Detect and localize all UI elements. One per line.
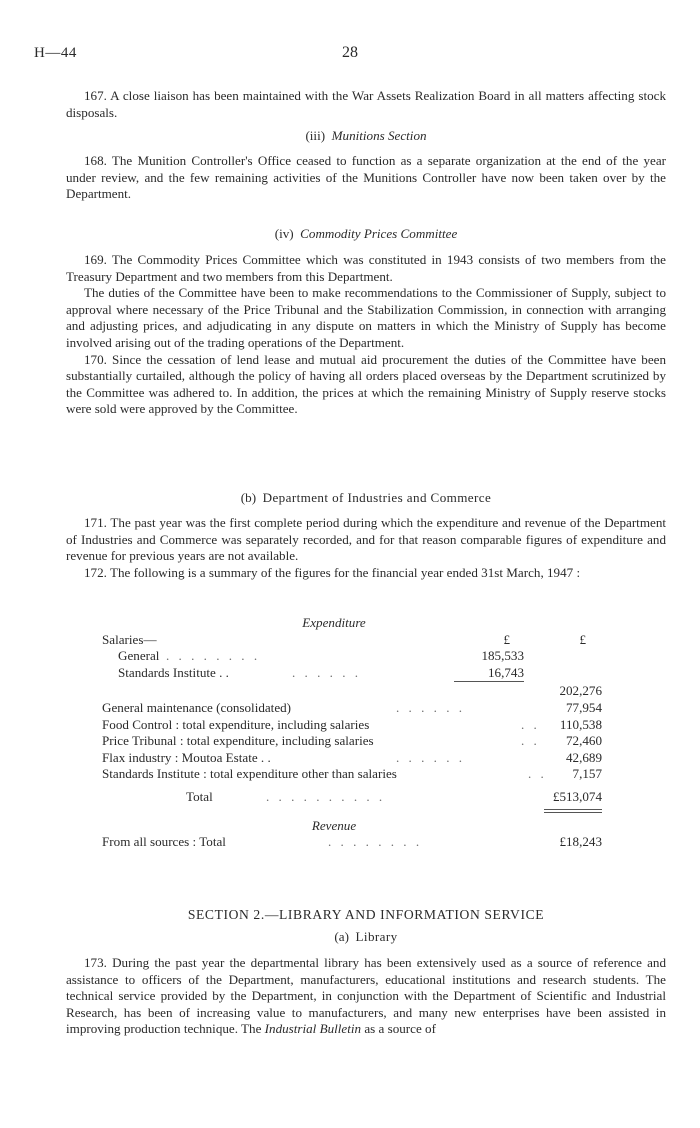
line-label: Standards Institute : total expenditure other than salaries (102, 766, 397, 782)
paragraph-167-block (66, 88, 666, 121)
line-leader: . . . . . . (396, 699, 466, 715)
table-row (66, 766, 602, 783)
munitions-heading-number: (iii) (305, 128, 326, 143)
table-row-salaries-total (66, 683, 602, 700)
paragraph-170: 170. Since the cessation of lend lease and mutual aid procurement the duties of the Committee have been substantially curtailed, although the policy of having all orders placed overseas by the Department scrutinized by the Committee was adhered to. In addition, the prices at which the remaining Ministry of Supply reserve stocks were sold were approved by the Committee. (66, 351, 666, 417)
general-label: General (118, 648, 160, 664)
paragraph-173-end: as a source of (361, 1021, 436, 1037)
general-value: 185,533 (481, 648, 524, 664)
munitions-heading (66, 128, 666, 145)
library-heading-title: Library (355, 929, 398, 944)
document-reference: H—44 (34, 45, 77, 61)
currency-column-1: £ (503, 631, 510, 647)
industries-heading (66, 490, 666, 507)
industries-heading-number: (b) (240, 490, 257, 505)
commodity-heading-title: Commodity Prices Committee (300, 226, 458, 241)
library-heading-number: (a) (334, 929, 349, 944)
line-leader: . . (521, 716, 540, 732)
table-row-general (66, 648, 602, 665)
table-row-total (66, 789, 602, 806)
line-label: General maintenance (consolidated) (102, 699, 292, 715)
revenue-leader: . . . . . . . . (328, 834, 423, 850)
page-header (34, 45, 666, 65)
section-2-title: SECTION 2.—LIBRARY AND INFORMATION SERVICE (187, 907, 545, 922)
paragraph-171: 171. The past year was the first complete period during which the expenditure and revenue of the Department of Industries and Commerce was separately recorded, and for that reason comparable figures of expenditure and revenue for previous years are not available. (66, 515, 666, 564)
industries-heading-title: Department of Industries and Commerce (262, 490, 492, 505)
revenue-label: From all sources : Total (102, 834, 226, 850)
line-value: 7,157 (572, 766, 602, 782)
total-value: £513,074 (552, 788, 602, 804)
paragraph-169b: The duties of the Committee have been to make recommendations to the Commissioner of Supply, subject to approval where necessary of the Price Tribunal and the Stabilization Commission, in connection with arranging and adjusting prices, and adjudicating in any dispute on matters in which the Ministry of Supply has become involved arising out of the trading operations of the Department. (66, 285, 666, 350)
line-value: 72,460 (565, 733, 602, 749)
paragraph-168: 168. The Munition Controller's Office ceased to function as a separate organization at the end of the year under review, and the few remaining activities of the Munitions Controller have now been taken over by the Department. (66, 153, 666, 202)
line-leader: . . . . . . (396, 749, 466, 765)
table-currency-row (66, 632, 602, 649)
commodity-heading-number: (iv) (274, 226, 294, 241)
page-number: 28 (342, 44, 358, 61)
table-row-standards-salaries (66, 665, 602, 682)
financial-summary-table (66, 615, 602, 851)
munitions-heading-title: Munitions Section (331, 128, 427, 143)
table-row (66, 733, 602, 750)
revenue-value: £18,243 (559, 834, 602, 850)
currency-column-2: £ (579, 631, 586, 647)
section-2-heading-block (66, 907, 666, 924)
total-double-rule (66, 806, 602, 814)
line-leader: . . (521, 733, 540, 749)
paragraphs-171-172-block (66, 515, 666, 581)
table-row-revenue (66, 834, 602, 851)
line-leader: . . (528, 766, 547, 782)
total-rule-lower (544, 812, 602, 813)
salaries-total-value: 202,276 (559, 683, 602, 699)
standards-value: 16,743 (487, 664, 524, 680)
paragraph-167: 167. A close liaison has been maintained with the War Assets Realization Board in all matters affecting stock disposals. (66, 88, 666, 120)
line-value: 42,689 (565, 749, 602, 765)
expenditure-heading: Expenditure (302, 615, 366, 630)
standards-label: Standards Institute . . (118, 664, 229, 680)
paragraph-168-block (66, 153, 666, 203)
subtotal-rule (454, 681, 524, 682)
paragraph-173-text: 173. During the past year the departmental library has been extensively used as a source of reference and assistance to officers of the Department, manufacturers, educational institutions and research students. The technical service provided by the Department, in conjunction with the Department of Scientific and Industrial Research, has been of increasing value to manufacturers, and many new enterprises have been assisted in improving production technique. The (66, 955, 666, 1037)
commodity-heading (66, 226, 666, 243)
library-heading (66, 929, 666, 946)
industrial-bulletin-title: Industrial Bulletin (264, 1021, 362, 1037)
line-label: Food Control : total expenditure, including salaries (102, 716, 370, 732)
standards-leader: . . . . . . (292, 664, 362, 680)
salaries-label: Salaries— (102, 631, 157, 647)
line-label: Flax industry : Moutoa Estate . . (102, 749, 271, 765)
paragraph-173 (66, 955, 666, 1038)
total-rule-upper (544, 809, 602, 810)
paragraph-173-block (66, 955, 666, 1038)
table-row (66, 750, 602, 767)
table-row (66, 717, 602, 734)
line-label: Price Tribunal : total expenditure, including salaries (102, 733, 374, 749)
total-label: Total (186, 788, 213, 804)
line-value: 77,954 (565, 699, 602, 715)
revenue-heading: Revenue (311, 817, 357, 833)
line-value: 110,538 (559, 716, 602, 732)
paragraph-169a: 169. The Commodity Prices Committee which was constituted in 1943 consists of two members from the Treasury Department and two members from this Department. (66, 252, 666, 284)
total-leader: . . . . . . . . . . (266, 788, 386, 804)
table-row (66, 700, 602, 717)
revenue-spacer (66, 814, 602, 818)
paragraph-172: 172. The following is a summary of the figures for the financial year ended 31st March, 1947 : (84, 564, 581, 580)
paragraphs-169-170-block (66, 252, 666, 418)
general-leader: . . . . . . . . (166, 648, 261, 664)
